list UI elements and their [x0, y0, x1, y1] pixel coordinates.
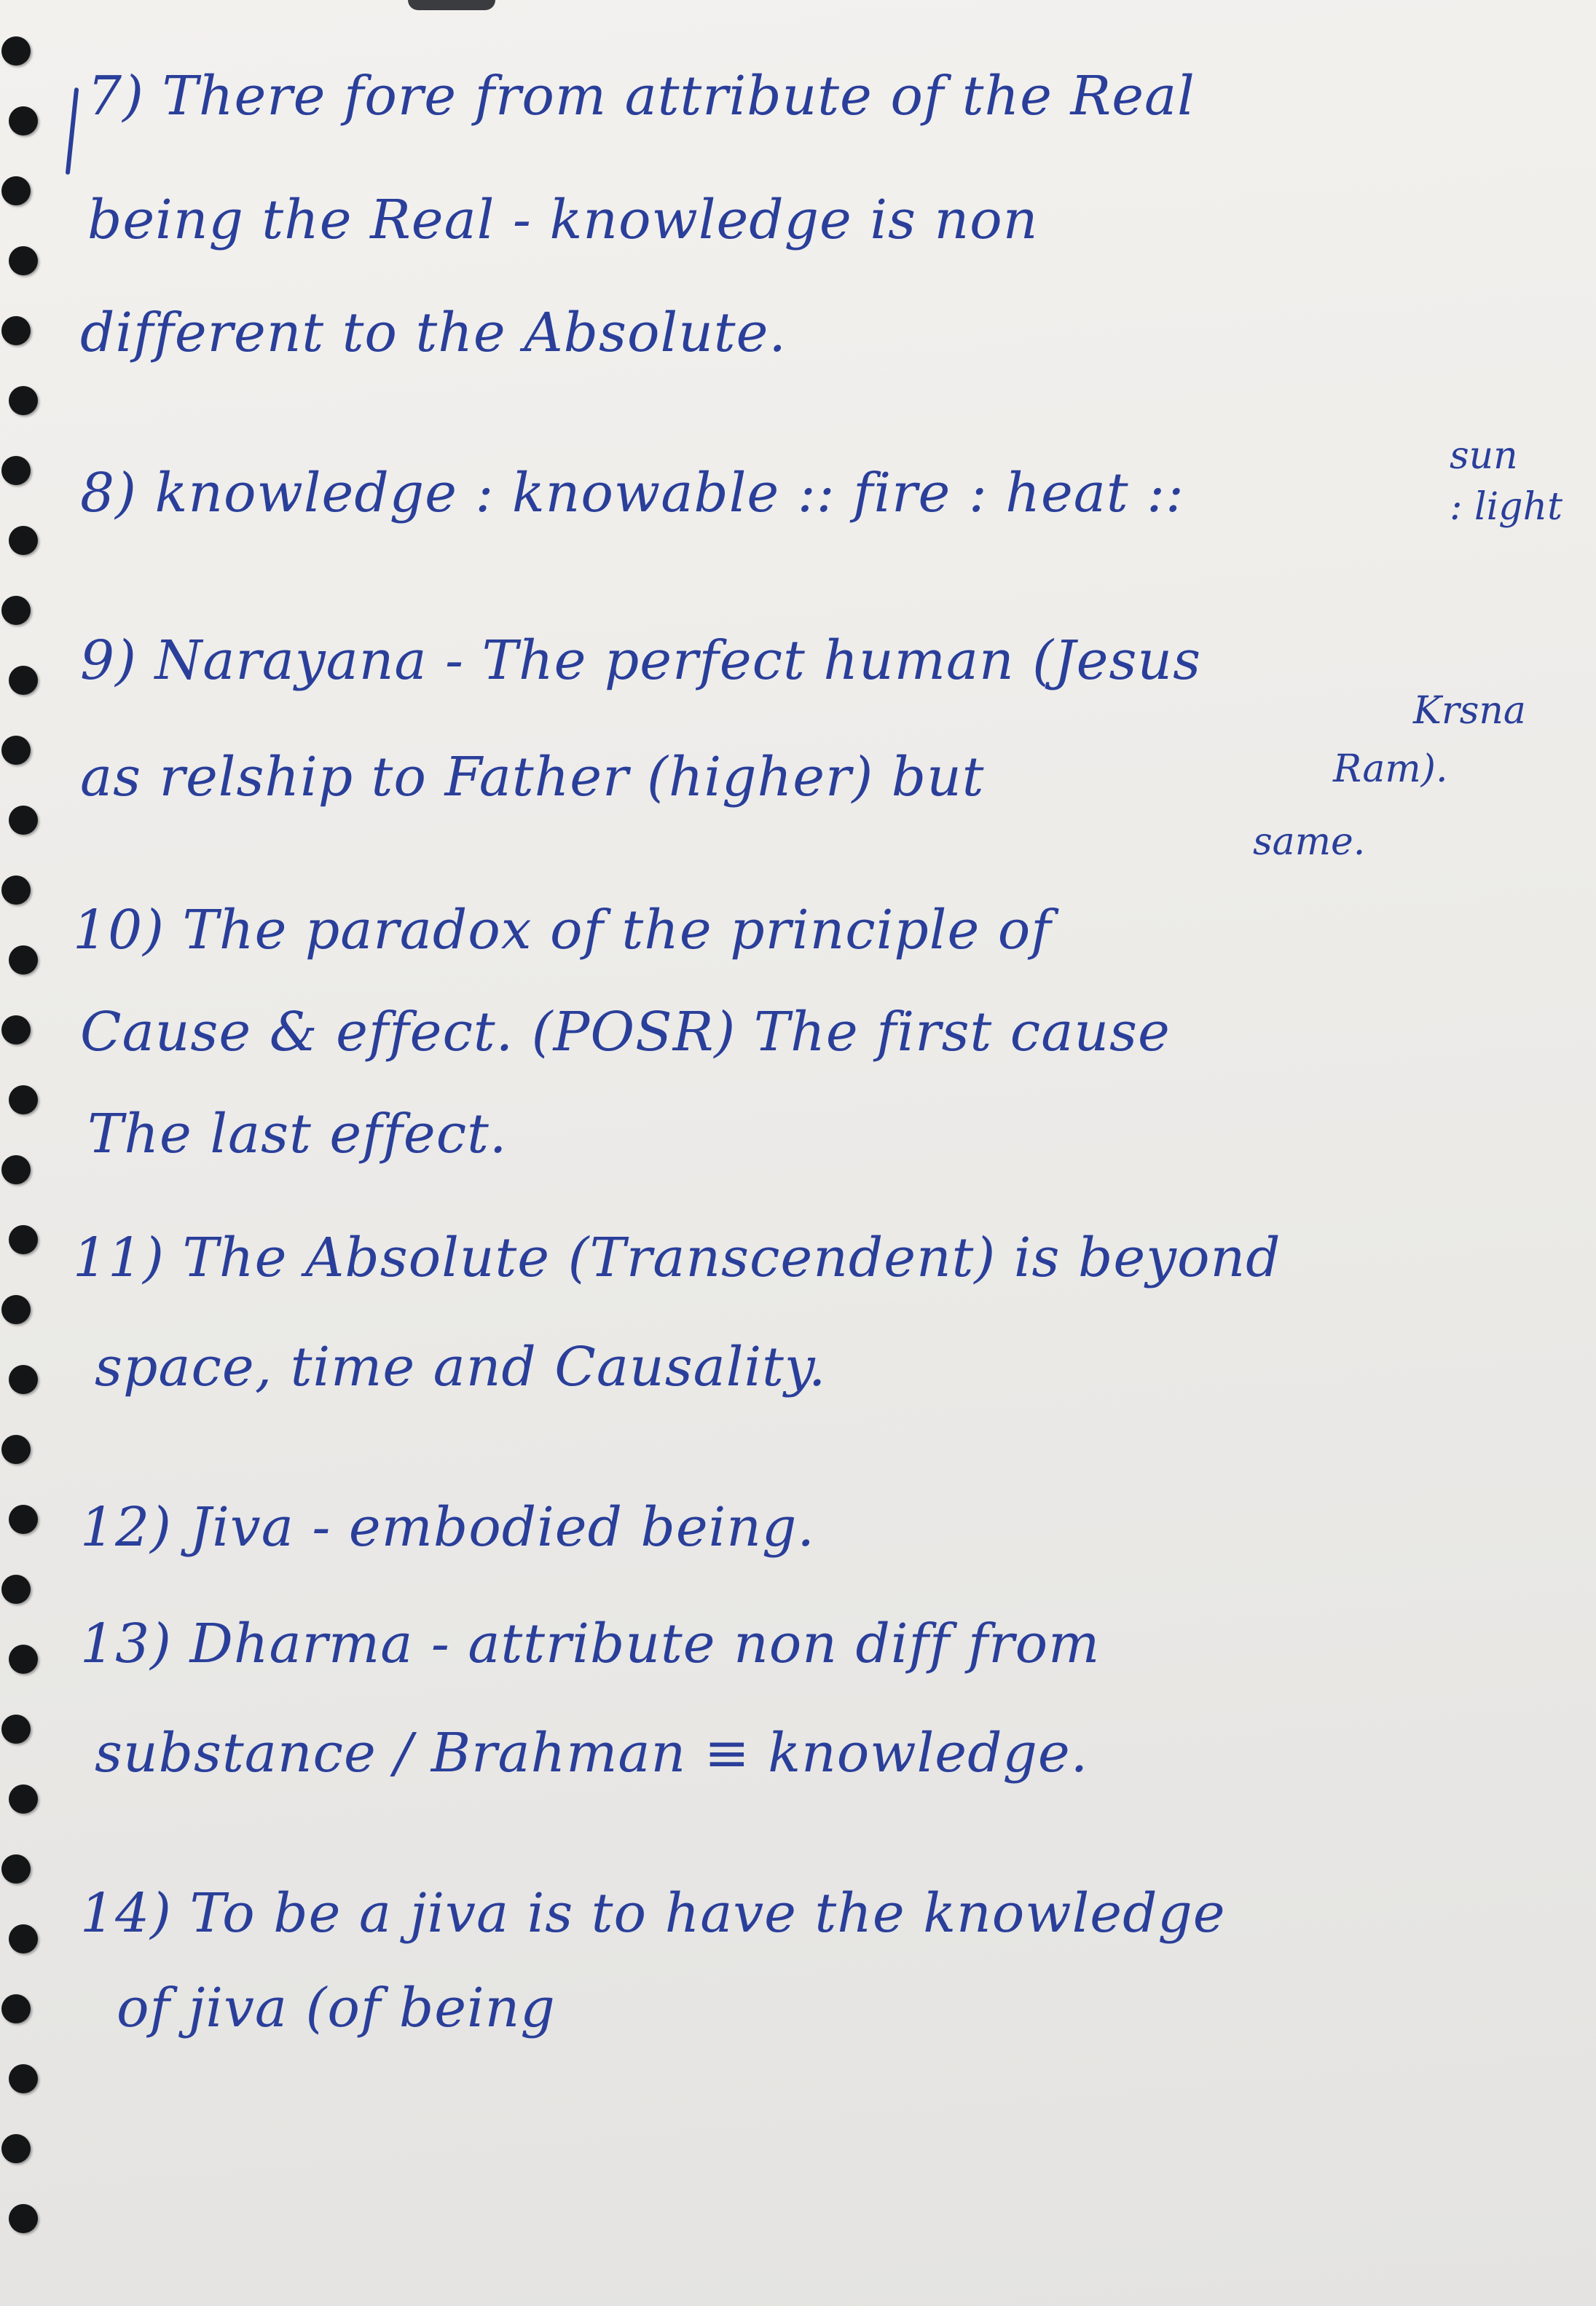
spiral-hole: [1, 1715, 31, 1744]
spiral-hole: [9, 246, 38, 275]
spiral-hole: [9, 945, 38, 975]
spiral-hole: [9, 2204, 38, 2233]
spiral-hole: [1, 1575, 31, 1604]
spiral-hole: [1, 316, 31, 345]
spiral-hole: [1, 736, 31, 765]
note-line-7a: 7) There fore from attribute of the Real: [87, 65, 1195, 127]
spiral-hole: [9, 386, 38, 415]
spiral-hole: [9, 2064, 38, 2093]
note-line-11a: 11) The Absolute (Transcendent) is beyond: [73, 1227, 1281, 1289]
spiral-hole: [9, 1645, 38, 1674]
spiral-hole: [1, 456, 31, 485]
spiral-hole: [1, 1295, 31, 1324]
note-line-10a: 10) The paradox of the principle of: [73, 899, 1052, 961]
note-line-13b: substance / Brahman ≡ knowledge.: [95, 1722, 1089, 1784]
spiral-hole: [1, 1854, 31, 1884]
background-edge: [408, 0, 495, 10]
note-line-8: 8) knowledge : knowable :: fire : heat ::: [80, 462, 1184, 524]
spiral-hole: [1, 176, 31, 205]
note-line-10c: The last effect.: [87, 1103, 508, 1165]
annotation-light: : light: [1450, 485, 1562, 529]
note-line-7b: being the Real - knowledge is non: [87, 189, 1039, 251]
note-line-9b: as relship to Father (higher) but: [80, 746, 985, 808]
spiral-hole: [1, 1155, 31, 1184]
note-line-10b: Cause & effect. (POSR) The first cause: [80, 1001, 1171, 1063]
spiral-hole: [1, 596, 31, 625]
spiral-hole: [1, 1435, 31, 1464]
annotation-same: same.: [1253, 820, 1366, 864]
spiral-hole: [9, 106, 38, 135]
annotation-ram: Ram).: [1333, 747, 1448, 791]
spiral-hole: [9, 666, 38, 695]
spiral-hole: [1, 2134, 31, 2163]
spiral-hole: [9, 526, 38, 555]
spiral-hole: [9, 1505, 38, 1534]
spiral-hole: [9, 1225, 38, 1254]
spiral-hole: [1, 1015, 31, 1044]
spiral-hole: [9, 806, 38, 835]
spiral-hole: [9, 1365, 38, 1394]
spiral-hole: [9, 1784, 38, 1814]
spiral-hole: [1, 36, 31, 66]
note-line-14b: of jiva (of being: [117, 1977, 556, 2039]
spiral-hole: [9, 1085, 38, 1114]
spiral-hole: [1, 875, 31, 905]
note-line-14a: 14) To be a jiva is to have the knowledge: [80, 1882, 1226, 1945]
note-line-13a: 13) Dharma - attribute non diff from: [80, 1613, 1101, 1675]
note-line-11b: space, time and Causality.: [95, 1336, 827, 1398]
annotation-sun: sun: [1450, 434, 1518, 478]
spiral-hole: [1, 1994, 31, 2023]
note-line-7c: different to the Absolute.: [80, 302, 787, 364]
note-line-9a: 9) Narayana - The perfect human (Jesus: [80, 629, 1202, 692]
annotation-krsna: Krsna: [1413, 689, 1526, 733]
note-line-12: 12) Jiva - embodied being.: [80, 1496, 815, 1559]
spiral-hole: [9, 1924, 38, 1953]
